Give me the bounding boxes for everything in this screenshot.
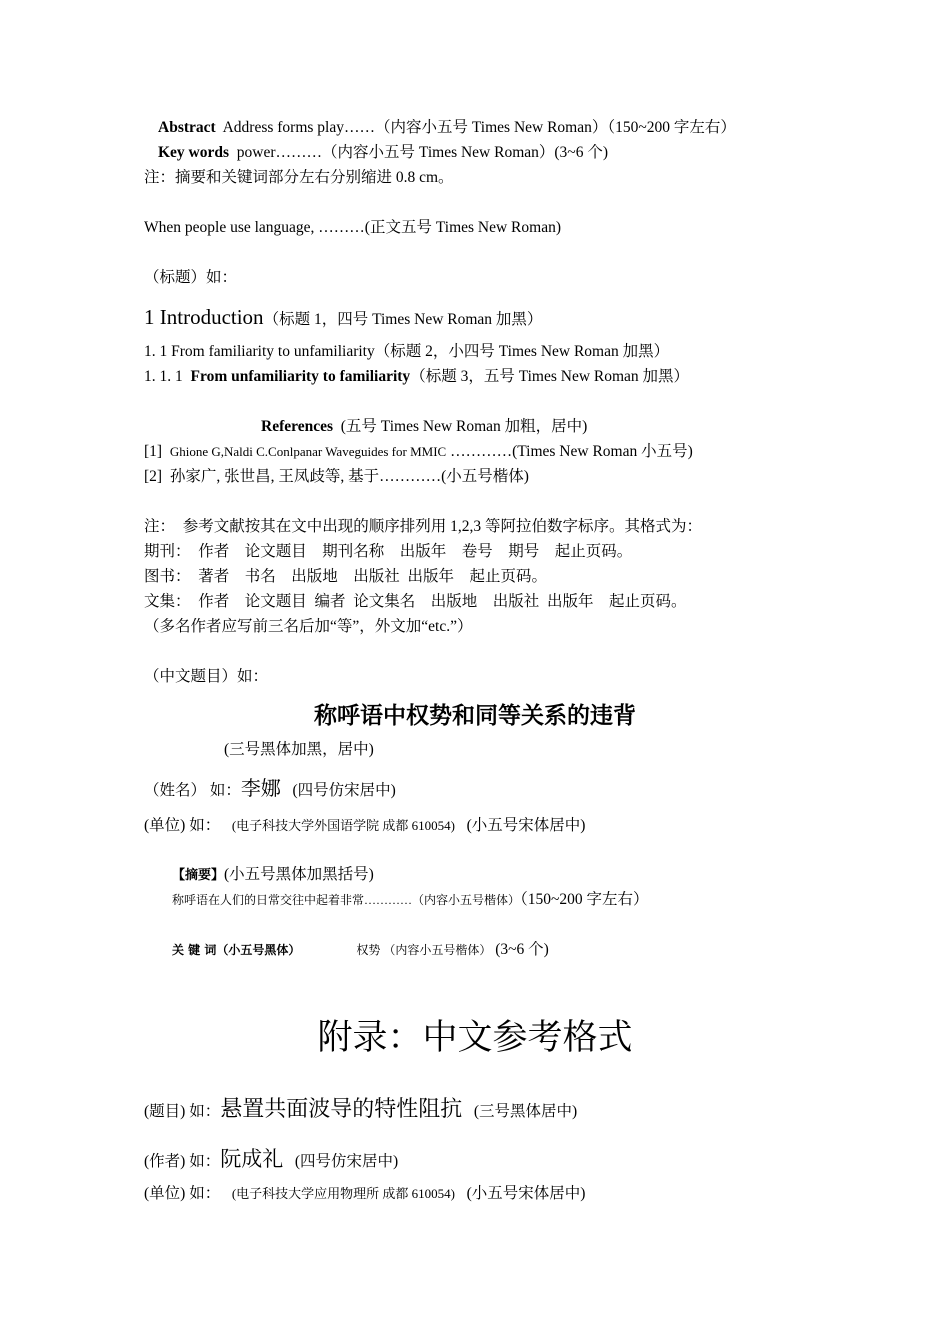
- appendix-title-note: (三号黑体居中): [473, 1103, 578, 1120]
- appendix-title-line: [144, 1097, 577, 1125]
- heading-example-label: （标题）如：: [144, 269, 238, 286]
- reference-item: [144, 442, 693, 462]
- cn-abstract-text: 称呼语在人们的日常交往中起着非常…………（内容小五号楷体）: [172, 893, 521, 907]
- heading3-text: From unfamiliarity to familiarity: [190, 368, 411, 385]
- heading1-note: （标题 1，四号 Times New Roman 加黑）: [263, 311, 543, 328]
- abstract-line: [158, 118, 736, 138]
- ref-format-proceedings: 文集： 作者 论文题目 编者 论文集名 出版地 出版社 出版年 起止页码。: [144, 593, 687, 610]
- appendix-author-note: (四号仿宋居中): [294, 1153, 399, 1170]
- references-heading: [261, 417, 587, 437]
- cn-unit-value: (电子科技大学外国语学院 成都 610054): [231, 818, 455, 833]
- references-title: References: [261, 418, 334, 435]
- appendix-title-label: (题目) 如：: [144, 1103, 221, 1120]
- heading1-text: 1 Introduction: [144, 305, 264, 329]
- appendix-title-value: 悬置共面波导的特性阻抗: [220, 1097, 463, 1122]
- references-note: (五号 Times New Roman 加粗，居中): [340, 418, 588, 435]
- ref-format-book: 图书： 著者 书名 出版地 出版社 出版年 起止页码。: [144, 568, 548, 585]
- heading3-note: （标题 3，五号 Times New Roman 加黑）: [410, 368, 690, 385]
- appendix-unit-line: [144, 1184, 585, 1204]
- appendix-unit-note: (小五号宋体居中): [466, 1185, 586, 1202]
- keywords-label: Key words: [158, 144, 230, 161]
- cn-abstract-label-line: [172, 865, 374, 886]
- cn-abstract-label-note: (小五号黑体加黑括号): [224, 866, 374, 883]
- cn-abstract-count: （150~200 字左右）: [520, 891, 649, 908]
- cn-title-note: (三号黑体加黑，居中): [224, 741, 374, 758]
- cn-keywords-text: 权势 （内容小五号楷体）: [356, 943, 492, 957]
- indent-note: 注：摘要和关键词部分左右分别缩进 0.8 cm。: [144, 169, 454, 186]
- heading2-note: （标题 2，小四号 Times New Roman 加黑）: [374, 343, 670, 360]
- cn-keywords-line: [172, 940, 549, 960]
- cn-abstract-label: 【摘要】: [172, 868, 225, 883]
- reference-text: 孙家广, 张世昌, 王凤歧等, 基于…………(小五号楷体): [169, 468, 529, 485]
- appendix-author-label: (作者) 如：: [144, 1153, 221, 1170]
- ref-note-text: 参考文献按其在文中出现的顺序排列用 1,2,3 等阿拉伯数字标序。其格式为：: [182, 518, 703, 535]
- heading3-example: [144, 367, 689, 387]
- cn-name-value: 李娜: [240, 778, 281, 800]
- heading3-num: 1. 1. 1: [144, 368, 183, 385]
- heading2-text: 1. 1 From familiarity to unfamiliarity: [144, 343, 375, 360]
- abstract-text: Address forms play……（内容小五号 Times New Roman）（150~200 字左右）: [222, 119, 736, 136]
- ref-note-line: [144, 517, 702, 537]
- reference-num: [2]: [144, 468, 163, 485]
- reference-item: [144, 467, 529, 487]
- heading1-example: [144, 305, 542, 332]
- appendix-unit-value: (电子科技大学应用物理所 成都 610054): [231, 1186, 455, 1201]
- reference-num: [1]: [144, 443, 163, 460]
- cn-name-label: （姓名） 如：: [144, 782, 241, 799]
- ref-note-label: 注：: [144, 518, 176, 535]
- reference-text: Ghione G,Naldi C.Conlpanar Waveguides for MMIC: [169, 444, 447, 459]
- body-text-example: When people use language, ………(正文五号 Times New Roman): [144, 219, 561, 236]
- ref-format-journal: 期刊： 作者 论文题目 期刊名称 出版年 卷号 期号 起止页码。: [144, 543, 633, 560]
- appendix-title: 附录：中文参考格式: [317, 1018, 633, 1058]
- cn-unit-line: [144, 816, 585, 836]
- cn-keywords-label: 关 键 词（小五号黑体）: [172, 943, 301, 957]
- keywords-line: [158, 143, 608, 163]
- cn-title-label: （中文题目）如：: [144, 668, 269, 685]
- cn-name-line: [144, 777, 396, 803]
- appendix-unit-label: (单位) 如：: [144, 1185, 221, 1202]
- ref-format-authors: （多名作者应写前三名后加“等”，外文加“etc.”）: [144, 618, 473, 635]
- cn-abstract-line: [172, 890, 649, 910]
- cn-keywords-count: (3~6 个): [495, 941, 549, 958]
- cn-name-note: (四号仿宋居中): [292, 782, 396, 799]
- heading2-example: [144, 342, 669, 362]
- reference-note: …………(Times New Roman 小五号): [450, 443, 693, 460]
- cn-title: 称呼语中权势和同等关系的违背: [314, 703, 636, 729]
- abstract-label: Abstract: [158, 119, 216, 136]
- appendix-author-value: 阮成礼: [220, 1147, 284, 1171]
- keywords-text: power………（内容小五号 Times New Roman）(3~6 个): [236, 144, 608, 161]
- cn-unit-label: (单位) 如：: [144, 817, 221, 834]
- cn-unit-note: (小五号宋体居中): [466, 817, 586, 834]
- appendix-author-line: [144, 1146, 398, 1175]
